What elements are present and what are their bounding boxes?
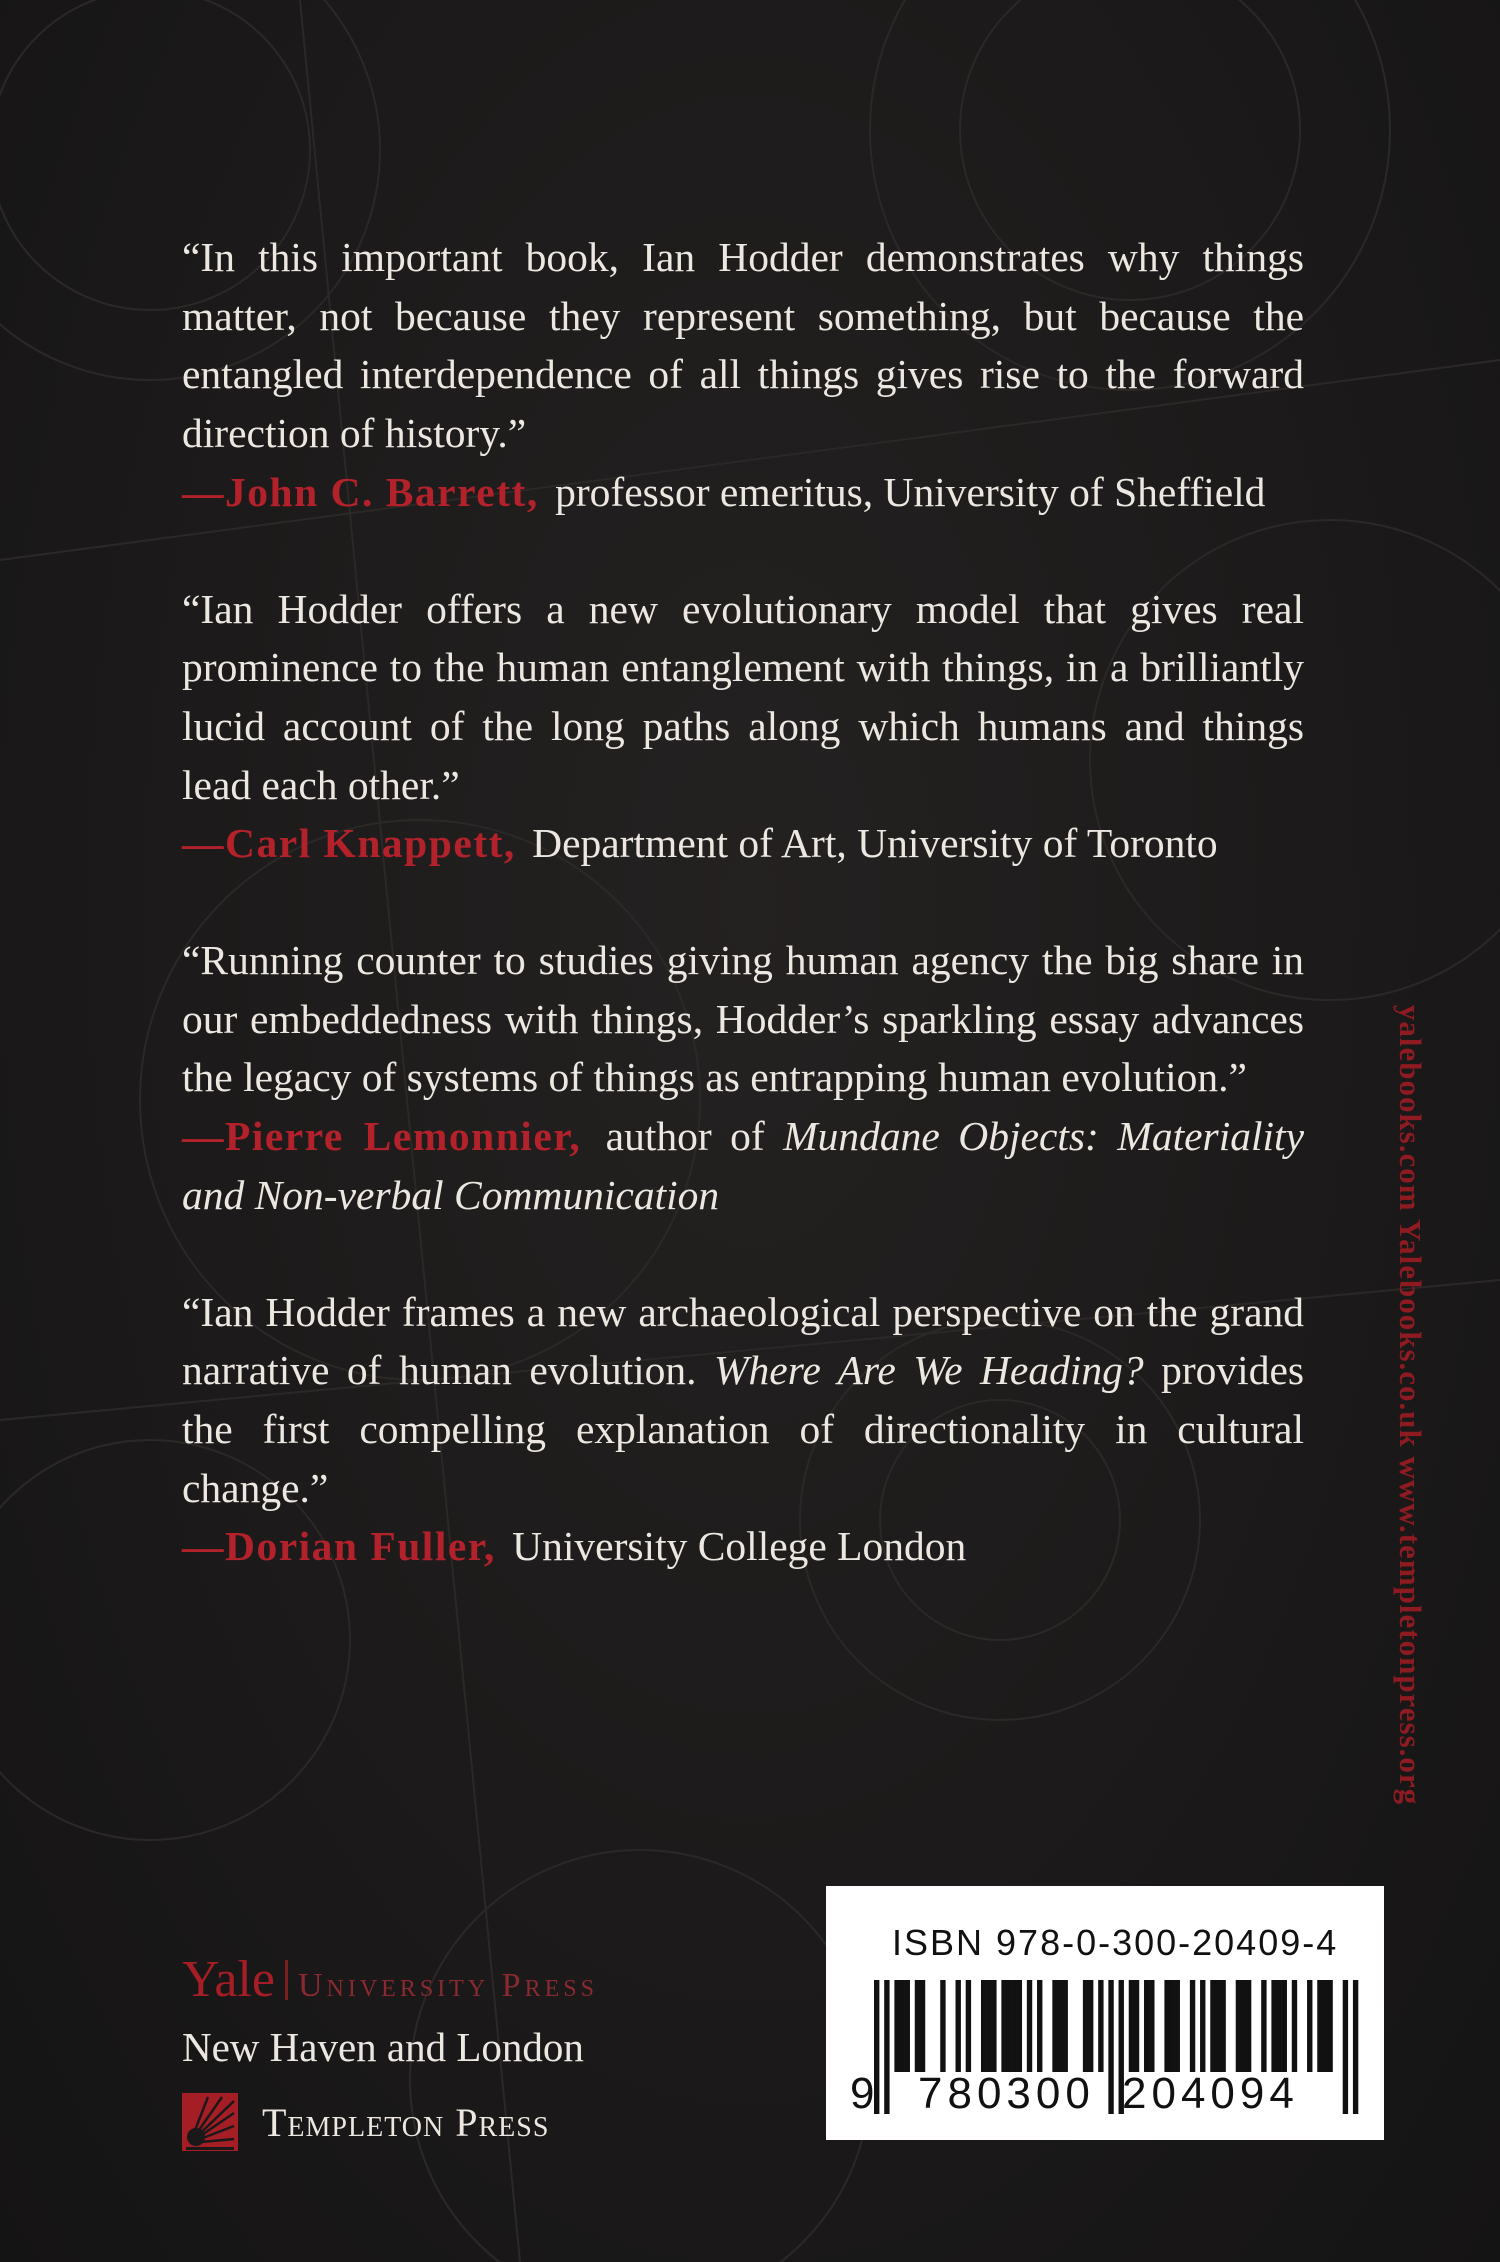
barcode-bar <box>1190 1980 1195 2072</box>
author-role: author of <box>605 1113 765 1160</box>
barcode-bar <box>1271 1980 1276 2072</box>
barcode-bar <box>894 1980 899 2072</box>
barcode-bar <box>1220 1980 1225 2072</box>
barcode-bar <box>1175 1980 1180 2072</box>
publisher-block <box>182 1950 598 2151</box>
endorsement-lemonnier <box>182 931 1304 1225</box>
endorsement-barrett <box>182 228 1304 522</box>
isbn-number: ISBN 978-0-300-20409-4 <box>892 1922 1339 1963</box>
author-name: —Dorian Fuller, <box>182 1523 496 1570</box>
barcode-bar <box>1027 1980 1032 2072</box>
university-press-wordmark: University Press <box>297 1967 598 2004</box>
barcode-bar <box>1236 1980 1241 2072</box>
quote-text: “Ian Hodder offers a new evolutionary model that gives real prominence to the human entanglement with things, in a brilliantly lucid account of the long paths along which humans and things lead each other.” <box>182 585 1304 808</box>
barcode-bar <box>1241 1980 1246 2072</box>
author-name: —John C. Barrett, <box>182 468 539 515</box>
publisher-places: New Haven and London <box>182 2024 584 2070</box>
book-title: Mundane Objects: Materiality and Non-verbal Communication <box>182 1113 1304 1218</box>
quote-text: “Running counter to studies giving human agency the big share in our embeddedness with things, Hodder’s sparkling essay advances the legacy of systems of things as entrapping human evolution.” <box>182 937 1304 1101</box>
barcode-bar <box>1083 1980 1088 2072</box>
author-role: Department of Art, University of Toronto <box>532 820 1218 867</box>
barcode-bar <box>1246 1980 1251 2072</box>
barcode-bar <box>981 1980 986 2072</box>
barcode-bar <box>899 1980 904 2072</box>
barcode-bar <box>1134 1980 1139 2072</box>
barcode-bar <box>1200 1980 1205 2072</box>
barcode-bar <box>920 1980 925 2072</box>
barcode-bar <box>1088 1980 1093 2072</box>
barcode-bar <box>1307 1980 1312 2072</box>
barcode-bar <box>956 1980 961 2072</box>
barcode-bar <box>1282 1980 1287 2072</box>
author-name: —Pierre Lemonnier, <box>182 1113 582 1160</box>
endorsement-fuller <box>182 1283 1304 1577</box>
quoted-book-title: Where Are We Heading? <box>713 1347 1144 1394</box>
barcode-bar <box>1052 1980 1057 2072</box>
publisher-websites <box>1385 970 1435 1840</box>
templeton-sunburst-icon <box>182 2093 238 2151</box>
barcode-bar <box>1129 1980 1134 2072</box>
barcode-bar <box>966 1980 971 2072</box>
logo-divider <box>285 1960 288 2000</box>
barcode-bar <box>1057 1980 1062 2072</box>
barcode-bar <box>1098 1980 1103 2072</box>
templeton-press-logo <box>182 2093 598 2151</box>
barcode-bar <box>1012 1980 1017 2072</box>
yale-wordmark: Yale <box>182 1951 275 2008</box>
quote-text <box>182 1283 1304 1518</box>
barcode-left-digits: 780300 <box>918 2069 1095 2118</box>
attribution <box>182 463 1304 522</box>
barcode-bar <box>1322 1980 1327 2072</box>
barcode-bar <box>1210 1980 1215 2072</box>
barcode-bar <box>1001 1980 1006 2072</box>
barcode-bar <box>1261 1980 1266 2072</box>
barcode-bar <box>1327 1980 1332 2072</box>
barcode-bar <box>991 1980 996 2072</box>
attribution <box>182 1107 1304 1224</box>
barcode-bar <box>1037 1980 1042 2072</box>
quote-text-end: provides the first compelling explanation of directionality in cultural change.” <box>182 1347 1305 1511</box>
barcode-bar <box>1276 1980 1281 2072</box>
barcode-bar <box>1164 1980 1169 2072</box>
yale-logo <box>182 1950 598 2009</box>
barcode-digits <box>850 2069 1365 2117</box>
barcode-bar <box>905 1980 910 2072</box>
barcode-bar <box>1063 1980 1068 2072</box>
barcode-bar <box>986 1980 991 2072</box>
barcode-bar <box>1215 1980 1220 2072</box>
quote-text: “In this important book, Ian Hodder demonstrates why things matter, not because they represent something, but because the entangled interdependence of all things gives rise to the forward direction of history.” <box>182 234 1304 457</box>
endorsements <box>182 228 1304 1634</box>
barcode-bar <box>940 1980 945 2072</box>
barcode-bar <box>1169 1980 1174 2072</box>
endorsement-knappett <box>182 580 1304 874</box>
barcode-bar <box>1017 1980 1022 2072</box>
barcode-bar <box>1149 1980 1154 2072</box>
quote-text-start: “Ian Hodder frames a new archaeological perspective on the grand narrative of human evolution. <box>182 1288 1304 1394</box>
isbn-barcode <box>826 1886 1384 2140</box>
author-name: —Carl Knappett, <box>182 820 516 867</box>
attribution <box>182 1517 1304 1576</box>
barcode-first-digit: 9 <box>850 2069 875 2118</box>
barcode-bar <box>1006 1980 1011 2072</box>
author-role: University College London <box>512 1523 967 1570</box>
websites-text: yalebooks.com Yalebooks.co.uk www.templetonpress.org <box>1393 1004 1428 1806</box>
barcode-bar <box>1292 1980 1297 2072</box>
author-role: professor emeritus, University of Sheffield <box>555 468 1266 515</box>
barcode-bar <box>1317 1980 1322 2072</box>
barcode-bar <box>1144 1980 1149 2072</box>
barcode-bar <box>915 1980 920 2072</box>
barcode-right-digits: 204094 <box>1122 2069 1299 2118</box>
templeton-press-name: Templeton Press <box>262 2099 550 2145</box>
attribution <box>182 814 1304 873</box>
